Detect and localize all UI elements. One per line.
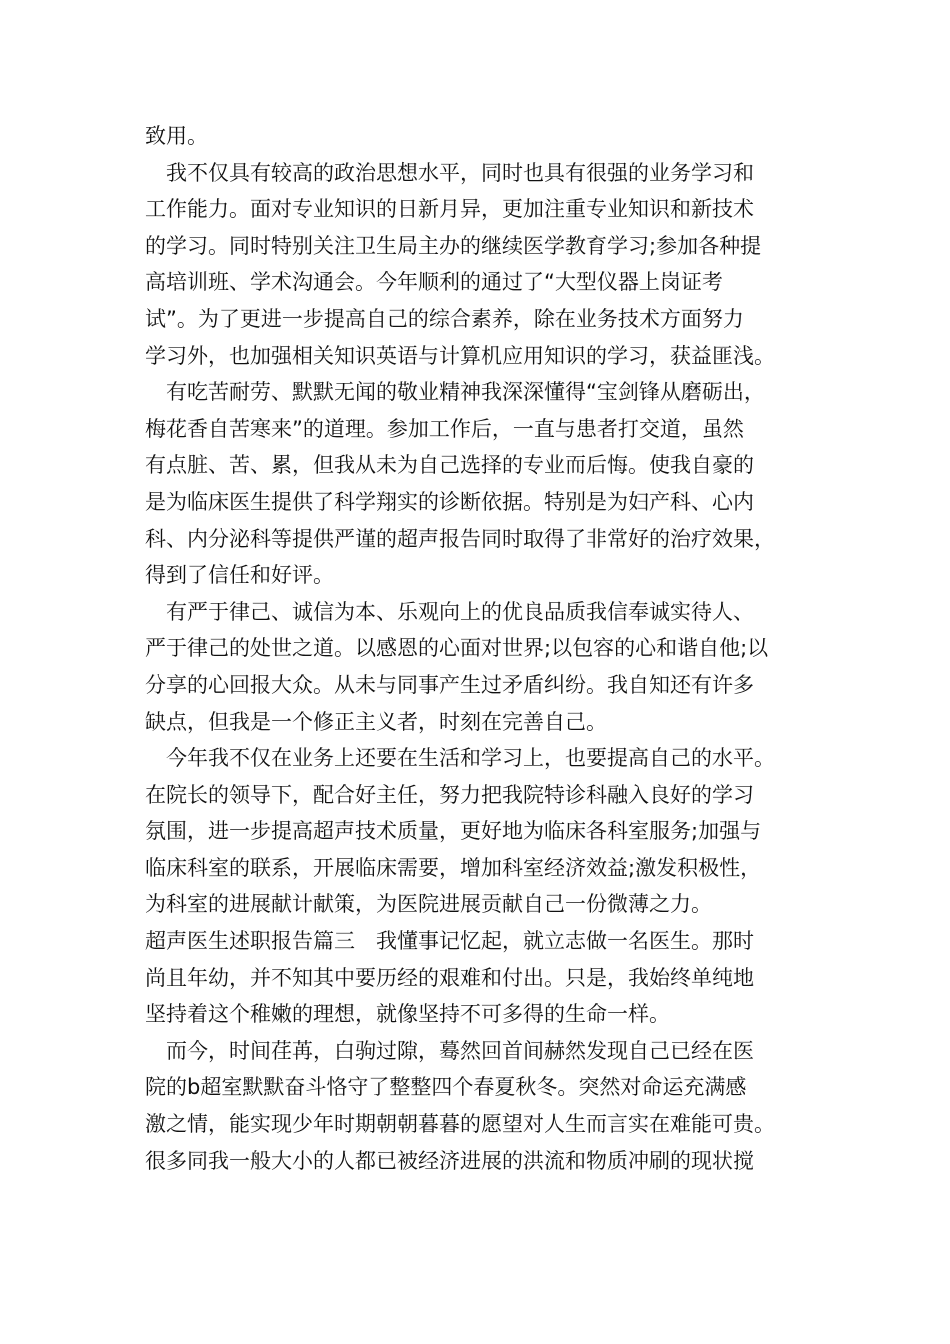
text-line: 临床科室的联系，开展临床需要，增加科室经济效益;激发积极性， [145,855,762,880]
text-line: 的学习。同时特别关注卫生局主办的继续医学教育学习;参加各种提 [145,233,762,258]
text-line: 今年我不仅在业务上还要在生活和学习上，也要提高自己的水平。 [166,746,775,771]
text-line: 在院长的领导下，配合好主任，努力把我院特诊科融入良好的学习 [145,782,754,807]
text-line: 高培训班、学术沟通会。今年顺利的通过了“大型仪器上岗证考 [145,270,723,295]
text-line: 是为临床医生提供了科学翔实的诊断依据。特别是为妇产科、心内 [145,489,754,514]
text-line: 严于律己的处世之道。以感恩的心面对世界;以包容的心和谐自他;以 [145,636,769,661]
text-line: 工作能力。面对专业知识的日新月异，更加注重专业知识和新技术 [145,197,754,222]
text-line: 得到了信任和好评。 [145,563,334,588]
text-line: 致用。 [145,124,208,148]
text-line: 分享的心回报大众。从未与同事产生过矛盾纠纷。我自知还有许多 [145,672,754,697]
text-line: 氛围，进一步提高超声技术质量，更好地为临床各科室服务;加强与 [145,819,762,844]
text-line: 科、内分泌科等提供严谨的超声报告同时取得了非常好的治疗效果， [145,526,775,551]
text-line: 缺点，但我是一个修正主义者，时刻在完善自己。 [145,709,607,734]
text-line: 激之情，能实现少年时期朝朝暮暮的愿望对人生而言实在难能可贵。 [145,1112,775,1137]
text-line: 超声医生述职报告篇三 我懂事记忆起，就立志做一名医生。那时 [145,929,754,954]
text-line: 而今，时间荏苒，白驹过隙，蓦然回首间赫然发现自己已经在医 [166,1038,754,1063]
text-line: 为科室的进展献计献策，为医院进展贡献自己一份微薄之力。 [145,892,712,917]
text-line: 很多同我一般大小的人都已被经济进展的洪流和物质冲刷的现状搅 [145,1148,754,1173]
text-line: 坚持着这个稚嫩的理想，就像坚持不可多得的生命一样。 [145,1002,670,1027]
body-text [145,118,810,1179]
text-line: 梅花香自苦寒来”的道理。参加工作后，一直与患者打交道，虽然 [145,416,744,441]
text-line: 有点脏、苦、累，但我从未为自己选择的专业而后悔。使我自豪的 [145,453,754,478]
text-line: 我不仅具有较高的政治思想水平，同时也具有很强的业务学习和 [166,160,754,185]
text-line: 尚且年幼，并不知其中要历经的艰难和付出。只是，我始终单纯地 [145,965,754,990]
text-line: 学习外，也加强相关知识英语与计算机应用知识的学习，获益匪浅。 [145,343,775,368]
text-line: 试”。为了更进一步提高自己的综合素养，除在业务技术方面努力 [145,306,744,331]
text-line: 有严于律己、诚信为本、乐观向上的优良品质我信奉诚实待人、 [166,599,754,624]
text-line: 院的b超室默默奋斗恪守了整整四个春夏秋冬。突然对命运充满感 [145,1075,747,1100]
text-line: 有吃苦耐劳、默默无闻的敬业精神我深深懂得“宝剑锋从磨砺出， [166,380,765,405]
